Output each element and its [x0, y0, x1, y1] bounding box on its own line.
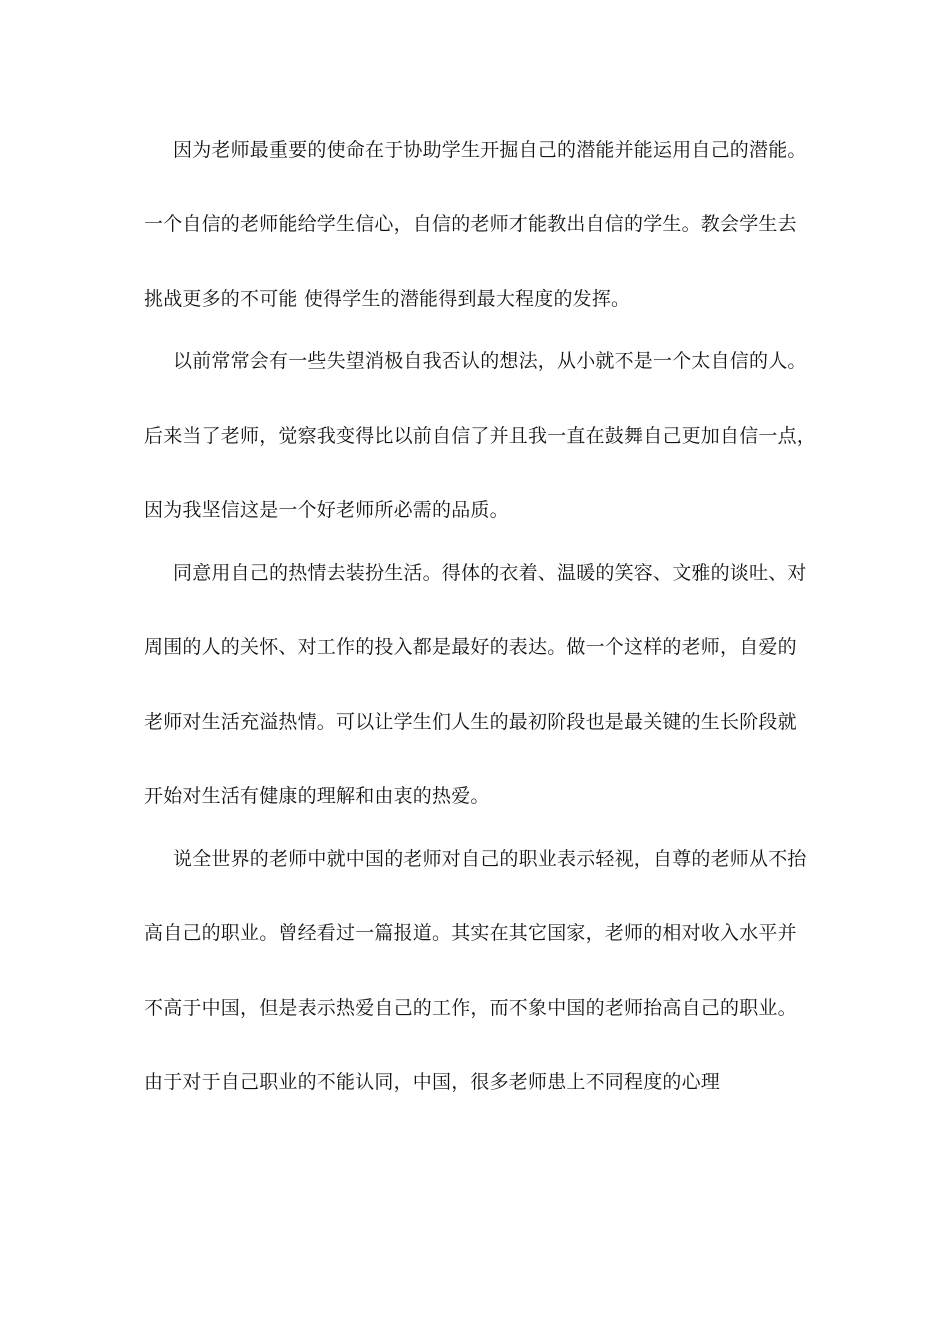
paragraph-4-line-3: 不高于中国，但是表示热爱自己的工作，而不象中国的老师抬高自己的职业。 — [144, 997, 797, 1019]
paragraph-4-line-1: 说全世界的老师中就中国的老师对自己的职业表示轻视，自尊的老师从不抬 — [173, 848, 807, 870]
paragraph-3-line-1: 同意用自己的热情去装扮生活。得体的衣着、温暖的笑容、文雅的谈吐、对 — [173, 562, 807, 584]
paragraph-4-line-4: 由于对于自己职业的不能认同，中国，很多老师患上不同程度的心理 — [144, 1071, 721, 1093]
paragraph-1-line-2: 一个自信的老师能给学生信心，自信的老师才能教出自信的学生。教会学生去 — [144, 213, 797, 235]
paragraph-3-line-2: 周围的人的关怀、对工作的投入都是最好的表达。做一个这样的老师，自爱的 — [144, 636, 797, 658]
paragraph-2-line-3: 因为我坚信这是一个好老师所必需的品质。 — [144, 499, 509, 521]
paragraph-1-line-3: 挑战更多的不可能 使得学生的潜能得到最大程度的发挥。 — [144, 288, 631, 310]
paragraph-2-line-1: 以前常常会有一些失望消极自我否认的想法，从小就不是一个太自信的人。 — [173, 350, 807, 372]
paragraph-2-line-2: 后来当了老师，觉察我变得比以前自信了并且我一直在鼓舞自己更加自信一点， — [144, 425, 817, 447]
paragraph-1-line-1: 因为老师最重要的使命在于协助学生开掘自己的潜能并能运用自己的潜能。 — [173, 139, 807, 161]
paragraph-3-line-3: 老师对生活充溢热情。可以让学生们人生的最初阶段也是最关键的生长阶段就 — [144, 711, 797, 733]
paragraph-4-line-2: 高自己的职业。曾经看过一篇报道。其实在其它国家，老师的相对收入水平并 — [144, 922, 797, 944]
paragraph-3-line-4: 开始对生活有健康的理解和由衷的热爱。 — [144, 785, 490, 807]
